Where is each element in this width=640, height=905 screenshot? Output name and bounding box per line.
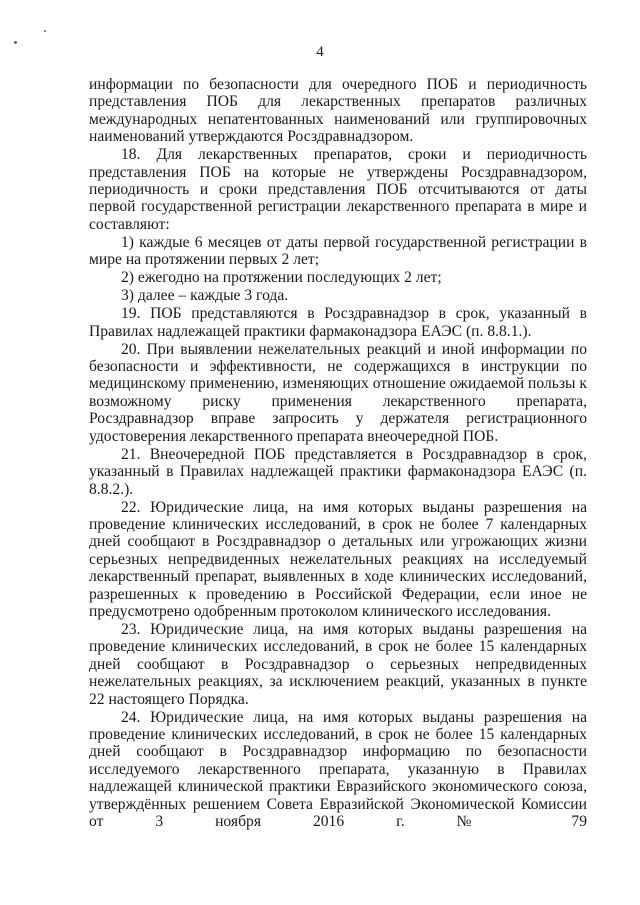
paragraph-item-21: 21. Внеочередной ПОБ представляется в Росздравнадзор в срок, указанный в Правилах надлежащей практики фармаконадзора ЕАЭС (п. 8.8.2.).: [89, 445, 587, 498]
paragraph-item-23: 23. Юридические лица, на имя которых выданы разрешения на проведение клинических исследований, в срок не более 15 календарных дней сообщают в Росздравнадзор о серьезных непредвиденных нежелательных реакциях, за исключением реакций, указанных в пункте 22 настоящего Порядка.: [89, 620, 587, 708]
page-number: 4: [316, 44, 324, 60]
paragraph-continuation: информации по безопасности для очередного ПОБ и периодичность представления ПОБ для лекарственных препаратов различных международных непатентованных наименований или группировочных наименований утверждаются Росздравнадзором.: [89, 76, 587, 146]
paragraph-subitem-2: 2) ежегодно на протяжении последующих 2 лет;: [121, 269, 442, 287]
paragraph-subitem-3: 3) далее – каждые 3 года.: [121, 287, 289, 305]
paragraph-item-20: 20. При выявлении нежелательных реакций и иной информации по безопасности и эффективности, не содержащихся в инструкции по медицинскому применению, изменяющих отношение ожидаемой пользы к возможному риску применения лекарственного препарата, Росздравнадзор вправе запросить у держателя регистрационного удостоверения лекарственного препарата внеочередной ПОБ.: [89, 340, 587, 445]
paragraph-item-18: 18. Для лекарственных препаратов, сроки и периодичность представления ПОБ на которые не утверждены Росздравнадзором, периодичность и сроки представления ПОБ отсчитываются от даты первой государственной регистрации лекарственного препарата в мире и составляют:: [89, 146, 587, 233]
paragraph-item-22: 22. Юридические лица, на имя которых выданы разрешения на проведение клинических исследований, в срок не более 7 календарных дней сообщают в Росздравнадзор о детальных или угрожающих жизни серьезных непредвиденных нежелательных реакциях на исследуемый лекарственный препарат, выявленных в ходе клинических исследований, разрешенных к проведению в Российской Федерации, если иное не предусмотрено одобренным протоколом клинического исследования.: [89, 498, 587, 620]
paragraph-item-19: 19. ПОБ представляются в Росздравнадзор в срок, указанный в Правилах надлежащей практики фармаконадзора ЕАЭС (п. 8.8.1.).: [89, 305, 587, 340]
document-body: [89, 76, 587, 830]
paragraph-item-24: 24. Юридические лица, на имя которых выданы разрешения на проведение клинических исследований, в срок не более 15 календарных дней сообщают в Росздравнадзор информацию по безопасности исследуемого лекарственного препарата, указанную в Правилах надлежащей клинической практики Евразийского экономического союза, утверждённых решением Совета Евразийской Экономической Комиссии от 3 ноября 2016 г. № 79: [89, 708, 587, 830]
paragraph-subitem-1: 1) каждые 6 месяцев от даты первой государственной регистрации в мире на протяжении первых 2 лет;: [89, 233, 587, 269]
scan-speck: [44, 30, 46, 32]
